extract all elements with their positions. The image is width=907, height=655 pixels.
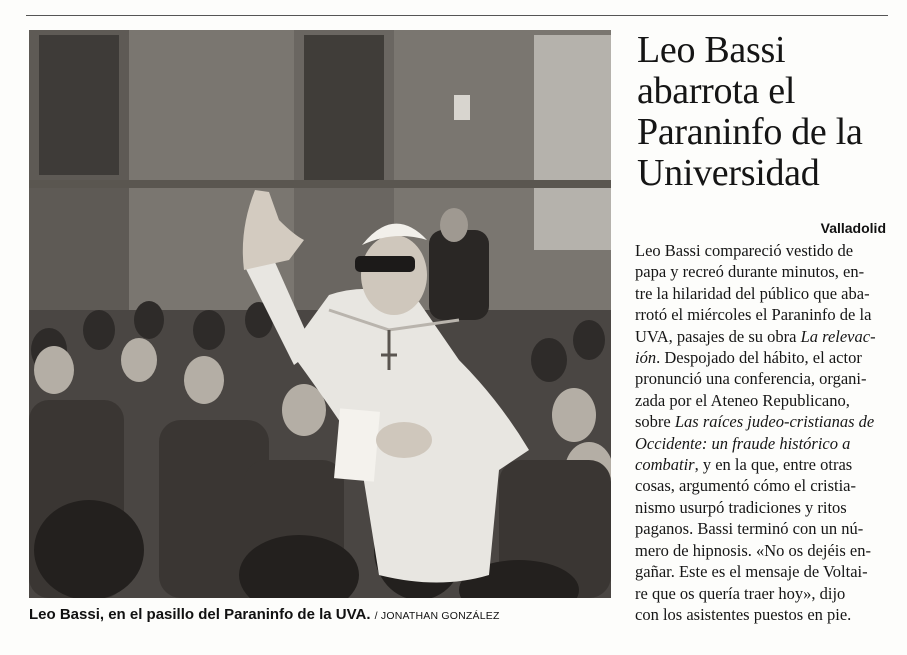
headline-line: abarrota el xyxy=(637,70,796,112)
body-line: mero de hipnosis. «No os dejéis en- xyxy=(635,540,872,560)
work-title: La relevac- xyxy=(800,326,876,346)
body-line: gañar. Este es el mensaje de Voltai- xyxy=(635,562,868,582)
article-headline xyxy=(637,30,899,194)
article-photo xyxy=(29,30,611,598)
body-line: zada por el Ateneo Republicano, xyxy=(635,390,850,410)
work-title-end: ión xyxy=(635,348,657,368)
body-text: sobre xyxy=(635,412,671,432)
body-line: Leo Bassi compareció vestido de xyxy=(635,241,854,260)
body-line: cosas, argumentó cómo el cristia- xyxy=(635,476,857,496)
body-line xyxy=(635,454,897,475)
headline-line: Paraninfo de la xyxy=(637,111,863,153)
body-line xyxy=(635,411,897,432)
caption-text: Leo Bassi, en el pasillo del Paraninfo de la UVA. xyxy=(29,606,371,623)
dateline: Valladolid xyxy=(820,220,886,236)
body-text: . Despojado del hábito, el actor xyxy=(656,348,862,368)
article-body xyxy=(635,240,897,625)
body-line: re que os quería traer hoy», dijo xyxy=(635,583,846,603)
photo-caption xyxy=(29,606,619,623)
lecture-title-end: combatir xyxy=(635,455,695,475)
body-line: tre la hilaridad del público que aba- xyxy=(635,283,870,303)
body-text: UVA, pasajes de su obra xyxy=(635,326,797,346)
body-line: Occidente: un fraude histórico a xyxy=(635,433,851,453)
photo-illustration xyxy=(29,30,611,598)
body-line: papa y recreó durante minutos, en- xyxy=(635,262,865,282)
headline-line: Leo Bassi xyxy=(637,29,786,71)
body-line: con los asistentes puestos en pie. xyxy=(635,604,852,624)
body-line: nismo usurpó tradiciones y ritos xyxy=(635,497,847,517)
body-line: rrotó el miércoles el Paraninfo de la xyxy=(635,305,872,325)
lecture-title: Las raíces judeo-cristianas de xyxy=(674,412,875,432)
body-text: , y en la que, entre otras xyxy=(694,455,853,475)
headline-line: Universidad xyxy=(637,152,820,194)
photo-credit: / JONATHAN GONZÁLEZ xyxy=(374,610,500,622)
top-rule xyxy=(26,15,888,16)
body-line xyxy=(635,347,897,368)
body-line: pronunció una conferencia, organi- xyxy=(635,369,867,389)
body-line: paganos. Bassi terminó con un nú- xyxy=(635,519,864,539)
body-line xyxy=(635,326,897,347)
